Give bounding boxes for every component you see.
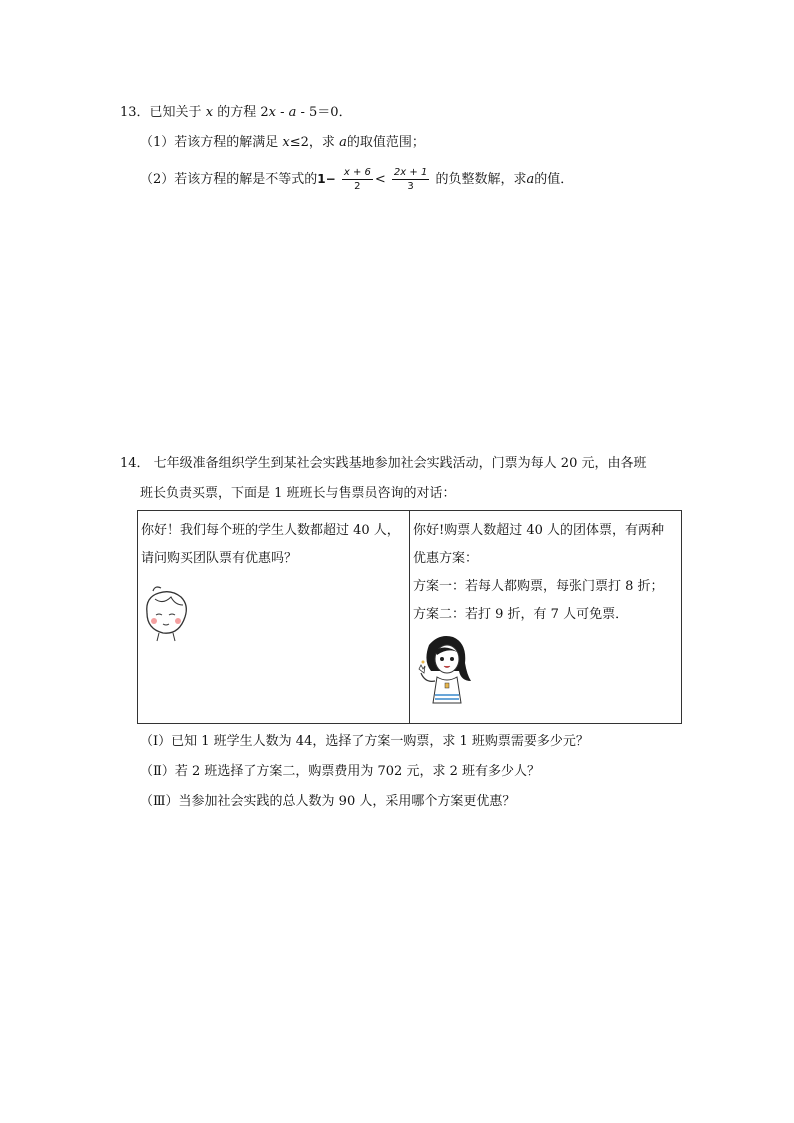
student-avatar-icon (141, 583, 193, 647)
q14-stem-line2: 班长负责买票，下面是 1 班班长与售票员咨询的对话： (140, 486, 456, 501)
clerk-line-4: 方案二：若打 9 折，有 7 人可免票． (413, 607, 629, 622)
q13-part2: （2）若该方程的解是不等式的1− $\frac{x + 6}{2}$ < $\frac{2x + 1}{3}$ 的负整数解，求a的值． (140, 167, 574, 192)
student-line-2: 请问购买团队票有优惠吗？ (141, 551, 298, 566)
clerk-avatar-icon (415, 631, 477, 707)
clerk-cell (410, 511, 682, 724)
q14-sub2: （Ⅱ）若 2 班选择了方案二，购票费用为 702 元，求 2 班有多少人？ (140, 764, 540, 779)
q13-part1: （1）若该方程的解满足 x≤2，求 a的取值范围； (140, 135, 425, 150)
clerk-line-2: 优惠方案： (413, 551, 479, 566)
student-cell (138, 511, 410, 724)
student-line-1: 你好！我们每个班的学生人数都超过 40 人， (141, 523, 400, 538)
clerk-line-3: 方案一：若每人都购票，每张门票打 8 折； (413, 579, 664, 594)
dialog-table (137, 510, 682, 724)
fraction-2: $\frac{2x + 1}{3}$ (393, 167, 428, 192)
q14-stem-line1: 14． 七年级准备组织学生到某社会实践基地参加社会实践活动，门票为每人 20 元，由各班 (120, 456, 647, 471)
q14-sub3: （Ⅲ）当参加社会实践的总人数为 90 人，采用哪个方案更优惠？ (140, 794, 516, 809)
q14-sub1: （Ⅰ）已知 1 班学生人数为 44，选择了方案一购票，求 1 班购票需要多少元？ (140, 734, 589, 749)
clerk-line-1: 你好!购票人数超过 40 人的团体票，有两种 (413, 523, 665, 538)
q13-stem: 13．已知关于 x 的方程 2x - a - 5＝0． (120, 105, 352, 120)
fraction-1: $\frac{x + 6}{2}$ (343, 167, 371, 192)
